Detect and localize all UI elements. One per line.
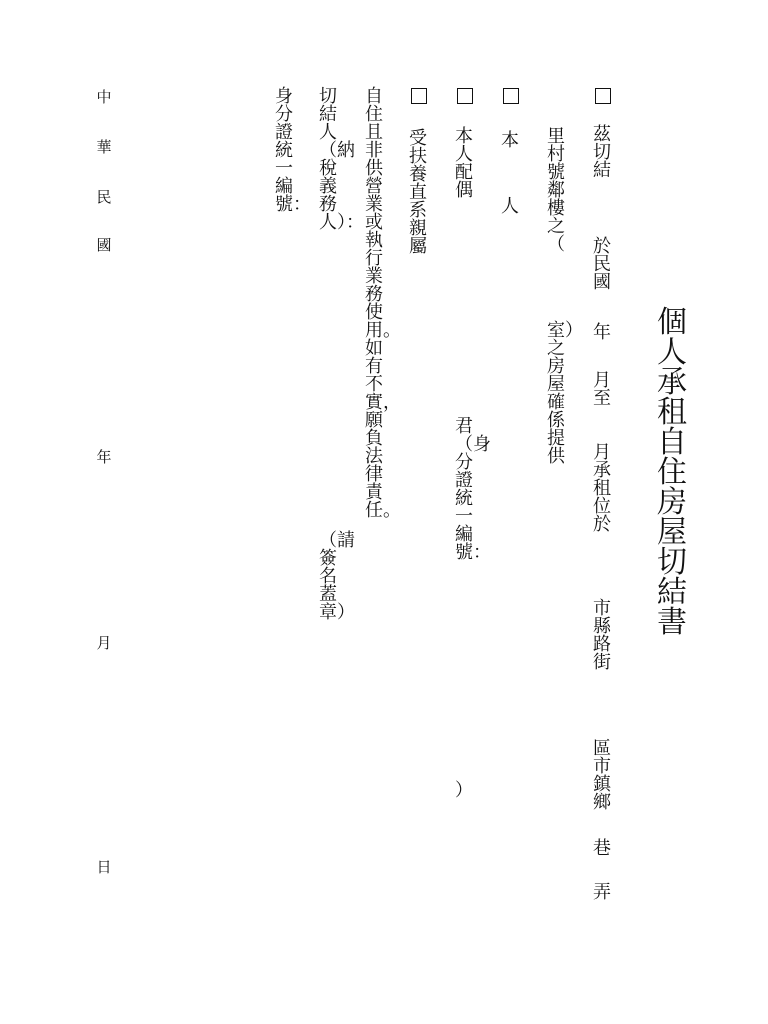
text-segment: 於民國 — [593, 236, 611, 293]
text-segment: 弄 — [593, 882, 611, 903]
page-title: 個人承租自住房屋切結書 — [657, 305, 687, 640]
date-char: 國 — [96, 236, 112, 254]
text-segment: 室）之房屋確係提供 — [547, 320, 583, 467]
checkbox[interactable] — [595, 88, 611, 104]
text-segment: 巷 — [593, 838, 611, 859]
checkbox[interactable] — [411, 88, 427, 104]
date-char: 民 — [96, 188, 112, 206]
signature-note: （請簽名蓋章） — [319, 530, 355, 623]
text-segment: 人 — [501, 196, 519, 217]
text-segment: 月至 — [593, 370, 611, 409]
text-segment: ） — [455, 780, 473, 801]
date-char: 華 — [96, 138, 112, 156]
text-segment: 年 — [593, 322, 611, 343]
text-segment: 自住且非供營業或執行業務使用。如有不實，願負法律責任。 — [365, 86, 401, 521]
text-segment: 切結人（納稅義務人）： — [319, 86, 364, 233]
text-segment: 月承租位於 — [593, 442, 611, 535]
text-segment: 君（身分證統一編號： — [455, 416, 491, 563]
date-year-label: 年 — [96, 448, 112, 466]
text-segment: 市縣路街 — [593, 598, 611, 673]
text-segment: 本人配偶 — [455, 126, 473, 201]
text-segment: 區市鎮鄉 — [593, 738, 611, 813]
text-segment: 身分證統一編號： — [275, 86, 311, 215]
date-day-label: 日 — [96, 858, 112, 876]
text-segment: 受扶養直系親屬 — [409, 128, 427, 257]
text-segment: 茲切結 — [593, 124, 611, 181]
date-char: 中 — [96, 88, 112, 106]
date-month-label: 月 — [96, 634, 112, 652]
text-segment: 本 — [501, 130, 519, 151]
checkbox[interactable] — [457, 88, 473, 104]
text-segment: 里村號鄰樓之（ — [547, 126, 565, 255]
checkbox[interactable] — [503, 88, 519, 104]
